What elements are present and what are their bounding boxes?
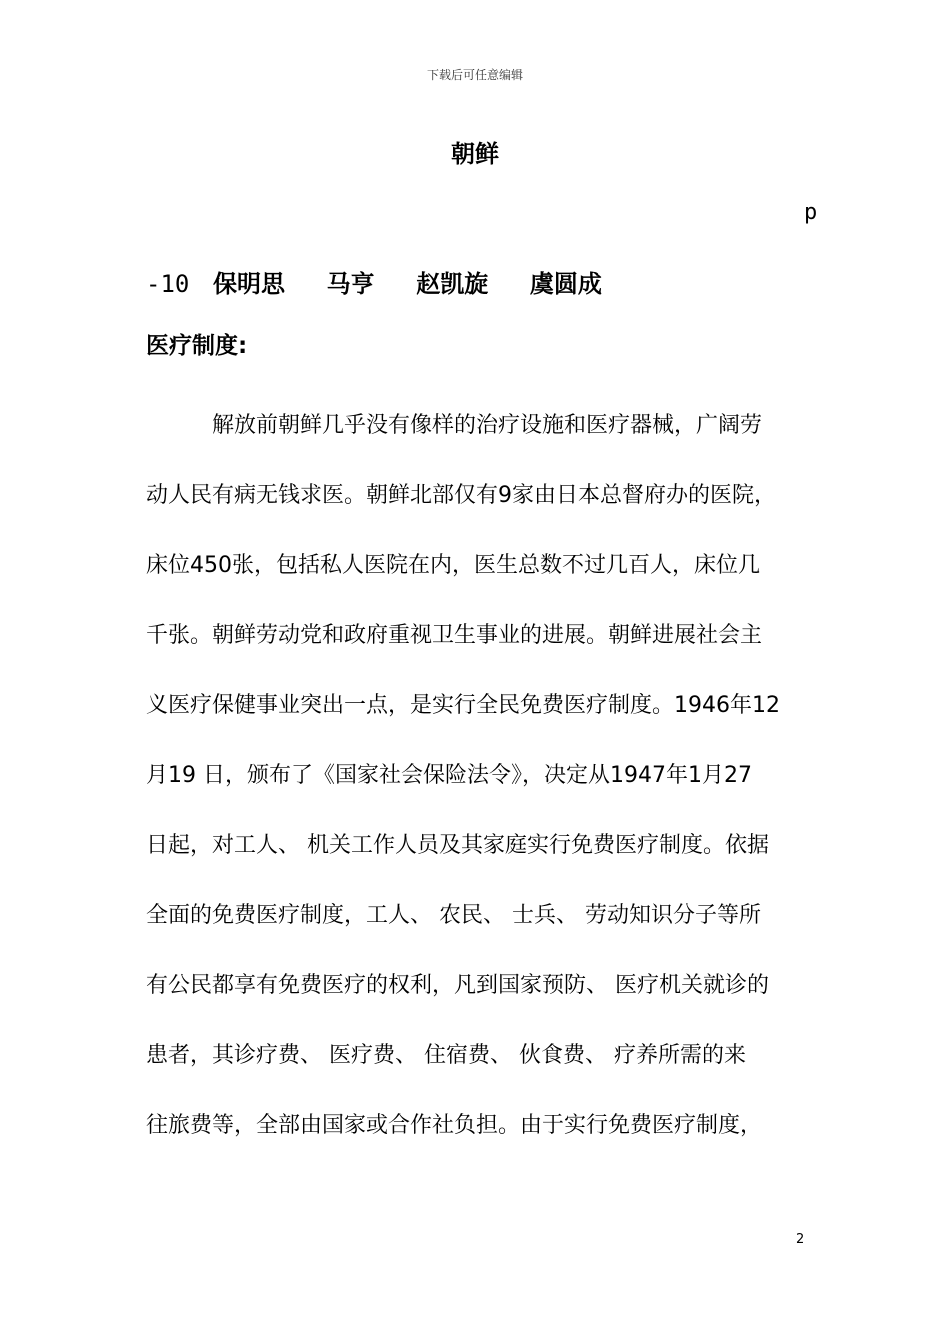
page-number: 2 [796,1232,805,1247]
author-name: 马亨 [326,270,375,298]
body-text-line: 全面的免费医疗制度，工人、 农民、 士兵、 劳动知识分子等所 [146,903,761,928]
author-name: 虞圆成 [529,270,602,298]
corner-marker: p [804,200,818,225]
body-text-line: 义医疗保健事业突出一点，是实行全民免费医疗制度。1946年12 [146,693,780,718]
body-text-line: 动人民有病无钱求医。朝鲜北部仅有9家由日本总督府办的医院， [146,483,776,508]
body-text-line: 千张。朝鲜劳动党和政府重视卫生事业的进展。朝鲜进展社会主 [146,623,763,648]
section-heading: 医疗制度: [146,333,248,359]
body-text-line: 日起，对工人、 机关工作人员及其家庭实行免费医疗制度。依据 [146,833,769,858]
document-title: 朝鲜 [451,140,499,168]
body-text-line: 床位450张，包括私人医院在内，医生总数不过几百人，床位几 [146,553,760,578]
author-name: 保明思 [213,270,285,298]
author-name: 赵凯旋 [416,270,489,298]
header-note: 下载后可任意编辑 [426,68,523,82]
body-text-line: 解放前朝鲜几乎没有像样的治疗设施和医疗器械，广阔劳 [212,413,763,438]
body-text-line: 有公民都享有免费医疗的权利，凡到国家预防、 医疗机关就诊的 [146,973,769,998]
body-text-line: 月19 日，颁布了《国家社会保险法令》，决定从1947年1月27 [146,763,752,788]
document-number: -10 [146,270,190,298]
author-line [146,264,636,299]
body-text-line: 往旅费等，全部由国家或合作社负担。由于实行免费医疗制度， [146,1113,763,1138]
body-text-line: 患者，其诊疗费、 医疗费、 住宿费、 伙食费、 疗养所需的来 [146,1043,746,1068]
